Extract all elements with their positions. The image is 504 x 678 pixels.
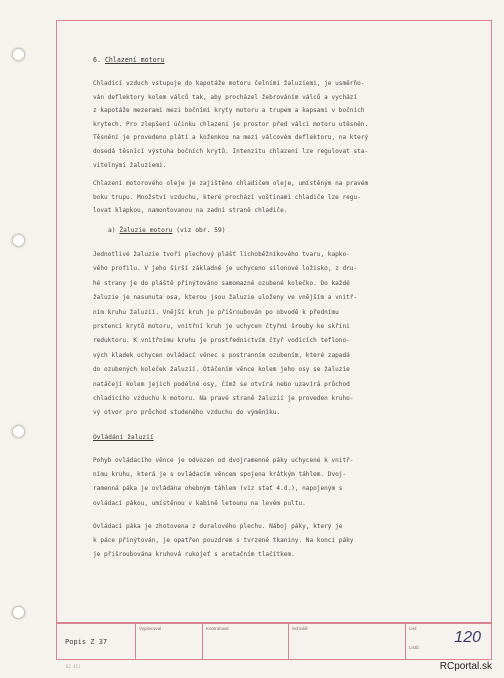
subsection-a-title: Žaluzie motoru xyxy=(119,227,173,234)
title-block xyxy=(56,622,492,660)
approved-by-label: Schválil xyxy=(292,626,308,631)
title-block-description xyxy=(57,623,136,659)
punch-hole xyxy=(12,425,25,438)
subsection-a-heading xyxy=(108,227,226,234)
sheet-label: List: xyxy=(409,626,418,631)
paragraph-control-lever: Ovládací páka je zhotovena z duralového plechu. Náboj páky, který je k páce přinýtován, je opatřen pouzdrem s tvrzené tkaniny. Na konci páky je přišroubována kruhová rukojeť s aretačním tlačítkem. xyxy=(93,523,354,559)
watermark: RCportal.sk xyxy=(439,661,492,672)
title-block-checked xyxy=(203,623,289,659)
document-description: Popis Z 37 xyxy=(65,638,108,646)
paragraph-oil-cooling: Chlazení motorového oleje je zajištěno chladičem oleje, umístěným na pravém boku trupu. Množství vzduchu, které prochází voštinami chladiče lze regu- lovat klapkou, namontovanou na zadní straně chladiče. xyxy=(93,180,369,215)
subsection-a-label: a) xyxy=(108,227,116,234)
punch-hole xyxy=(12,234,25,247)
punch-hole xyxy=(12,606,25,619)
punch-hole xyxy=(12,48,25,61)
subsection-a-ref: (viz obr. 59) xyxy=(176,227,226,234)
section-title: Chlazení motoru xyxy=(104,56,165,64)
prepared-by-label: Vypracoval xyxy=(139,626,162,631)
paragraph-cooling-air: Chladící vzduch vstupuje do kapotáže motoru čelními žaluziemi, je usměrňo- ván deflektory kolem válců tak, aby procházel žebrováním válců a vychází z kapotáže mezerami mezi bočními kryty motoru a trupem a kapsami v bočních krytech. Pro zlepšení účinku chlazení je prostor před válci motoru utěsněn. Těsnění je provedeno plátí a koženkou na mezi válcovém deflektoru, na který dosedá těsnící výstuha bočních krytů. Intenzitu chlazení lze regulovat sta- vitelnými žaluziemi. xyxy=(93,80,369,169)
paragraph-louvres: Jednotlivé žaluzie tvoří plechový plášť lichoběžníkového tvaru, kapko- vého profilu. V jeho širší základně je uchyceno silonové ložisko, z dru- hé strany je do pláště přinýtováno samomazné ozubené kolečko. Do každé žaluzie je nasunuta osa, kterou jsou žaluzie uloženy ve vnějším a vnitř- ním kruhu žaluzií. Vnější kruh je přišroubován po obvodě k přednímu prstenci krytů motoru, vnitřní kruh je uchycen čtyřmi šrouby ke skříni reduktoru. K vnitřnímu kruhu je prostřednictvím čtyř vodících teflono- vých kladek uchycen ovládací věnec s postranním ozubením, které zapadá do ozubených koleček žaluzií. Otáčením věnce kolem jeho osy se žaluzie natáčejí kolem jejich podélné osy, čímž se otvírá nebo uzavírá průchod chladícího vzduchu k motoru. Na pravé straně žaluzií je proveden kruho- vý otvor pro průchod studeného vzduchu do výměníku. xyxy=(93,251,358,417)
page-number: 120 xyxy=(454,629,481,646)
subsection-b-title: Ovládání žaluzií xyxy=(93,434,154,441)
print-mark: 02.411 xyxy=(66,664,81,669)
title-block-prepared xyxy=(136,623,203,659)
title-block-approved xyxy=(289,623,406,659)
checked-by-label: Kontroloval xyxy=(206,626,229,631)
section-heading xyxy=(93,56,164,64)
title-block-sheet xyxy=(406,623,491,659)
subsection-b-heading xyxy=(93,434,154,441)
section-number: 6. xyxy=(93,56,101,64)
paragraph-control-ring: Pohyb ovládacího věnce je odvozen od dvojramenné páky uchycené k vnitř- nímu kruhu, která je s ovládacím věncem spojena krátkým táhlem. Dvoj- ramenná páka je ovládána ohebným táhlem (viz stať 4.d.), napojeným s ovládací pákou, umístěnou v kabině letounu na levém pultu. xyxy=(93,457,354,507)
sheets-label: Listů: xyxy=(409,645,420,650)
